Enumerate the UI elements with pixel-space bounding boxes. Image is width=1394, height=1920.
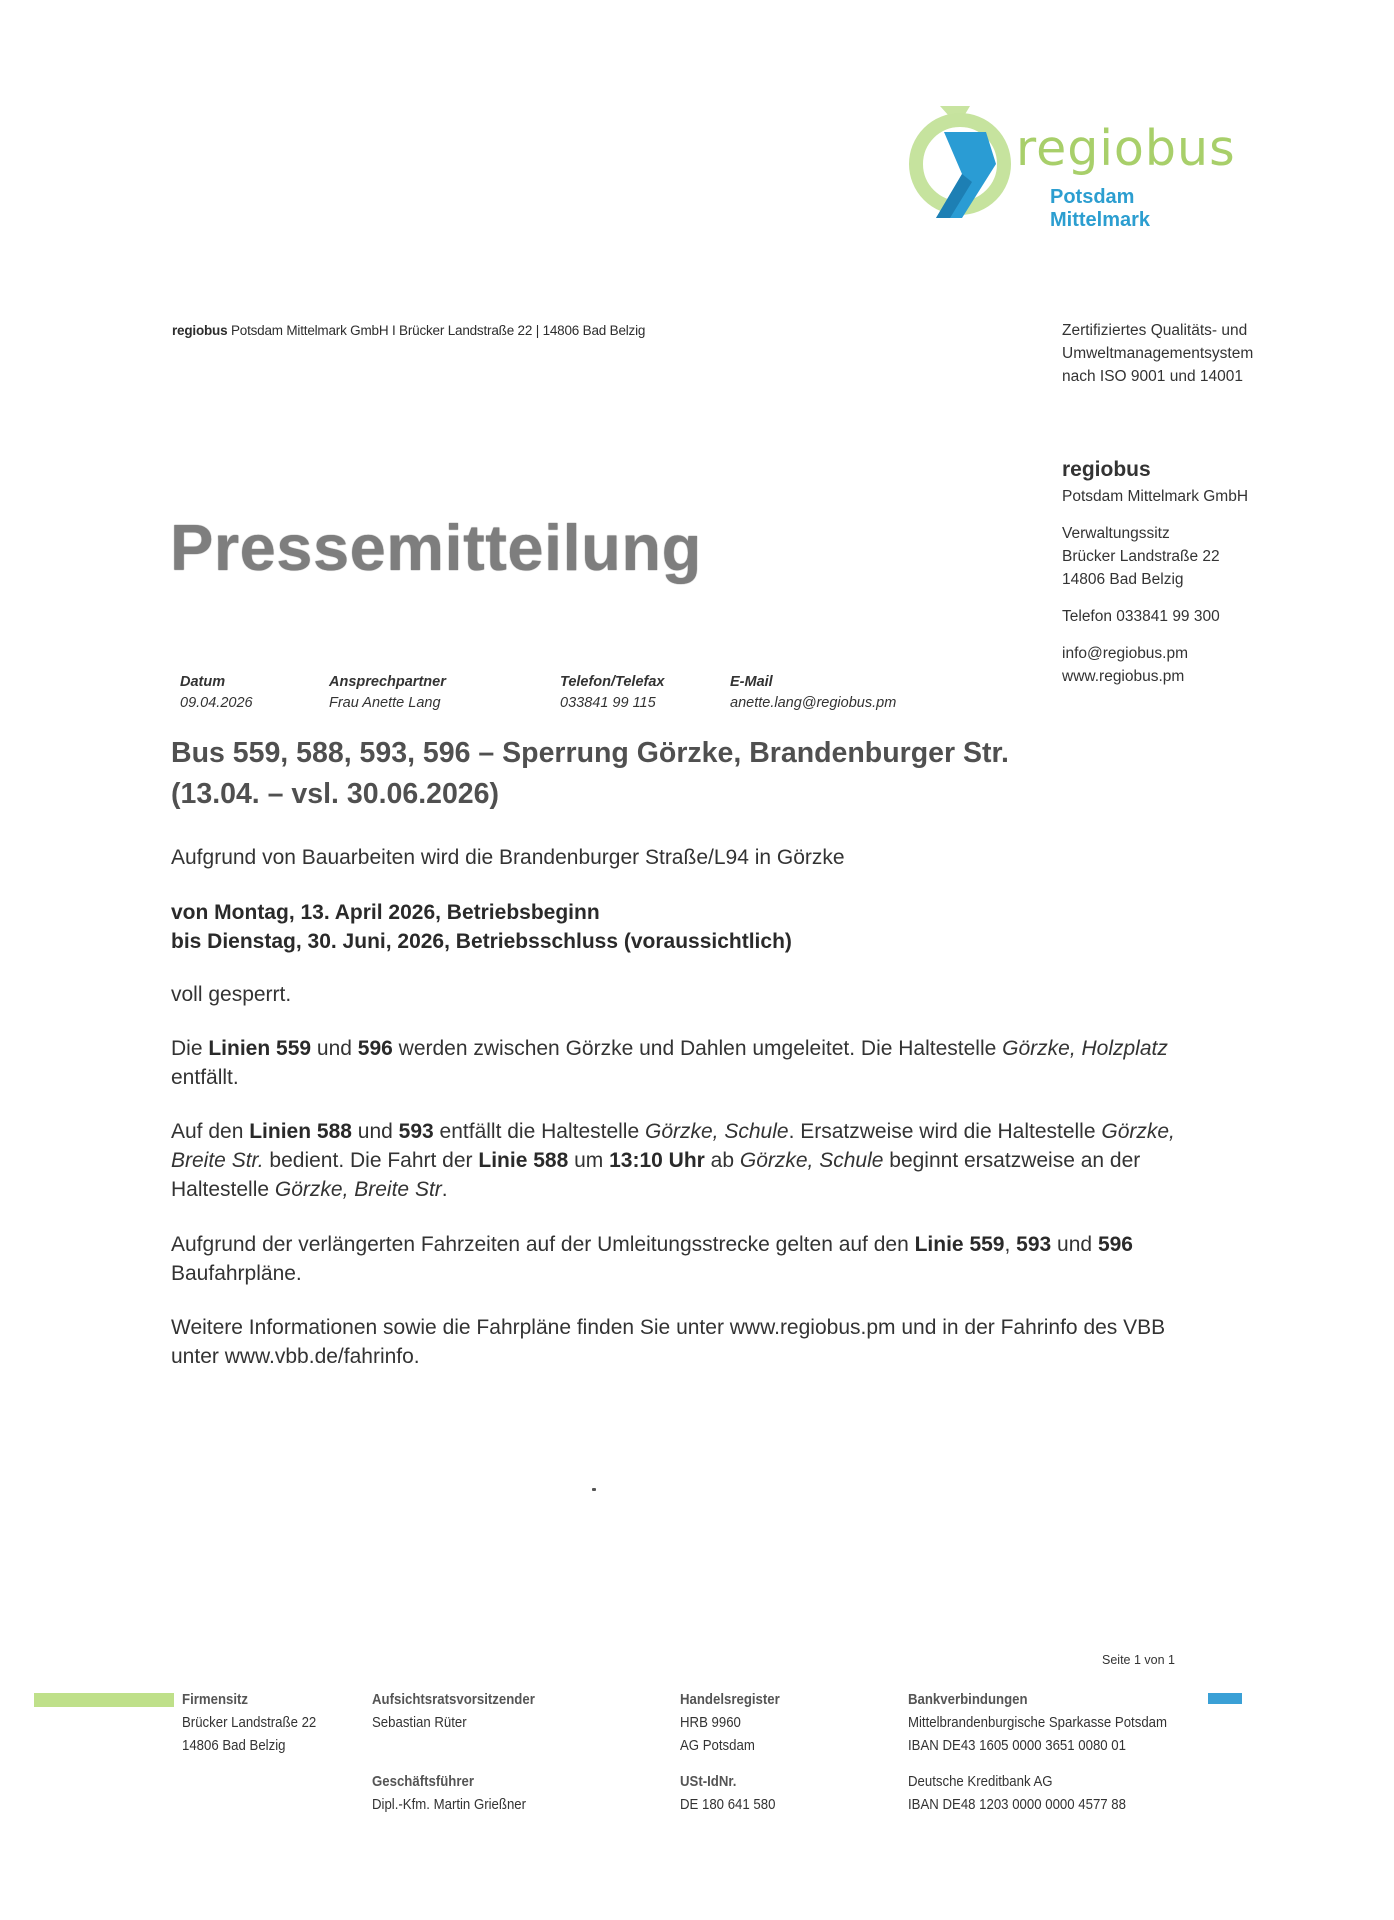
logo-subtitle: Potsdam Mittelmark xyxy=(1050,186,1151,231)
meta-contact-label: Ansprechpartner xyxy=(329,674,446,690)
footer-bank-label: Bankverbindungen xyxy=(908,1691,1028,1708)
certification-line: nach ISO 9001 und 14001 xyxy=(1062,368,1243,385)
meta-date xyxy=(180,672,253,714)
meta-email xyxy=(730,672,896,714)
company-address-line: Verwaltungssitz xyxy=(1062,525,1170,542)
footer-ceo-name: Dipl.-Kfm. Martin Grießner xyxy=(372,1796,527,1813)
body-paragraph-2: voll gesperrt. xyxy=(171,983,292,1006)
logo-wordmark: regiobus xyxy=(1016,120,1236,177)
footer-seat-line: 14806 Bad Belzig xyxy=(182,1737,286,1754)
company-website: www.regiobus.pm xyxy=(1062,668,1185,685)
closure-start: von Montag, 13. April 2026, Betriebsbeginn xyxy=(171,901,600,924)
meta-email-label: E-Mail xyxy=(730,674,773,690)
company-info xyxy=(1062,455,1248,688)
footer-bank1-iban: IBAN DE43 1605 0000 3651 0080 01 xyxy=(908,1737,1126,1754)
footer-board-name: Sebastian Rüter xyxy=(372,1714,467,1731)
meta-contact-value: Frau Anette Lang xyxy=(329,695,441,711)
certification-block xyxy=(1062,319,1253,388)
company-phone: Telefon 033841 99 300 xyxy=(1062,608,1220,625)
footer-board-label: Aufsichtsratsvorsitzender xyxy=(372,1691,535,1708)
sender-address-line xyxy=(172,323,645,338)
footer-vat xyxy=(680,1770,775,1816)
company-email: info@regiobus.pm xyxy=(1062,645,1189,662)
meta-phone-value: 033841 99 115 xyxy=(560,695,656,711)
footer-bank2-iban: IBAN DE48 1203 0000 0000 4577 88 xyxy=(908,1796,1126,1813)
footer-register-line: HRB 9960 xyxy=(680,1714,741,1731)
headline xyxy=(171,733,1131,815)
sender-address: Potsdam Mittelmark GmbH I Brücker Landstraße 22 | 14806 Bad Belzig xyxy=(227,323,646,338)
headline-line: Bus 559, 588, 593, 596 – Sperrung Görzke, Brandenburger Str. xyxy=(171,737,1009,769)
page-title: Pressemitteilung xyxy=(170,511,702,584)
logo-mark-icon xyxy=(900,102,1020,222)
footer-board xyxy=(372,1688,535,1734)
body-paragraph-5: Aufgrund der verlängerten Fahrzeiten auf der Umleitungsstrecke gelten auf den Linie 559, 593 und 596 Baufahrpläne. xyxy=(171,1233,1133,1285)
footer-register xyxy=(680,1688,780,1757)
body-paragraph-4: Auf den Linien 588 und 593 entfällt die Haltestelle Görzke, Schule. Ersatzweise wird die Haltestelle Görzke, Breite Str. bedient. Die Fahrt der Linie 588 um 13:10 Uhr ab Görzke, Schule beginnt ersatzweise an der Haltestelle Görzke, Breite Str. xyxy=(171,1120,1175,1201)
headline-line: (13.04. – vsl. 30.06.2026) xyxy=(171,778,500,810)
footer-ceo xyxy=(372,1770,526,1816)
footer-bank xyxy=(908,1688,1167,1757)
meta-date-label: Datum xyxy=(180,674,226,690)
body-paragraph-1: Aufgrund von Bauarbeiten wird die Brandenburger Straße/L94 in Görzke xyxy=(171,846,845,869)
footer-bank1-name: Mittelbrandenburgische Sparkasse Potsdam xyxy=(908,1714,1168,1731)
footer-vat-value: DE 180 641 580 xyxy=(680,1796,776,1813)
footer-blue-bar xyxy=(1208,1693,1242,1704)
company-address-line: 14806 Bad Belzig xyxy=(1062,571,1184,588)
body-paragraph-6: Weitere Informationen sowie die Fahrpläne finden Sie unter www.regiobus.pm und in der Fahrinfo des VBB unter www.vbb.de/fahrinfo. xyxy=(171,1316,1166,1368)
meta-contact xyxy=(329,672,446,714)
footer-company-seat xyxy=(182,1688,316,1757)
meta-phone-label: Telefon/Telefax xyxy=(560,674,665,690)
footer-register-label: Handelsregister xyxy=(680,1691,780,1708)
sender-brand: regiobus xyxy=(172,323,228,338)
meta-date-value: 09.04.2026 xyxy=(180,695,253,711)
footer-green-bar xyxy=(34,1693,174,1707)
company-address-line: Brücker Landstraße 22 xyxy=(1062,548,1220,565)
page-number: Seite 1 von 1 xyxy=(1102,1653,1175,1667)
meta-phone xyxy=(560,672,664,714)
footer-bank2 xyxy=(908,1770,1126,1816)
certification-line: Umweltmanagementsystem xyxy=(1062,345,1254,362)
meta-email-value: anette.lang@regiobus.pm xyxy=(730,695,897,711)
company-name: regiobus xyxy=(1062,458,1151,481)
footer-bank2-name: Deutsche Kreditbank AG xyxy=(908,1773,1053,1790)
footer-seat-label: Firmensitz xyxy=(182,1691,249,1708)
scan-speck xyxy=(592,1488,596,1491)
company-full-name: Potsdam Mittelmark GmbH xyxy=(1062,488,1249,505)
footer-vat-label: USt-IdNr. xyxy=(680,1773,737,1790)
body-paragraph-3: Die Linien 559 und 596 werden zwischen Görzke und Dahlen umgeleitet. Die Haltestelle Görzke, Holzplatz entfällt. xyxy=(171,1037,1168,1089)
closure-end: bis Dienstag, 30. Juni, 2026, Betriebsschluss (voraussichtlich) xyxy=(171,930,792,953)
closure-dates xyxy=(171,898,1181,956)
regiobus-logo xyxy=(900,102,1240,231)
footer-seat-line: Brücker Landstraße 22 xyxy=(182,1714,317,1731)
footer-ceo-label: Geschäftsführer xyxy=(372,1773,474,1790)
certification-line: Zertifiziertes Qualitäts- und xyxy=(1062,322,1248,339)
footer-register-line: AG Potsdam xyxy=(680,1737,755,1754)
